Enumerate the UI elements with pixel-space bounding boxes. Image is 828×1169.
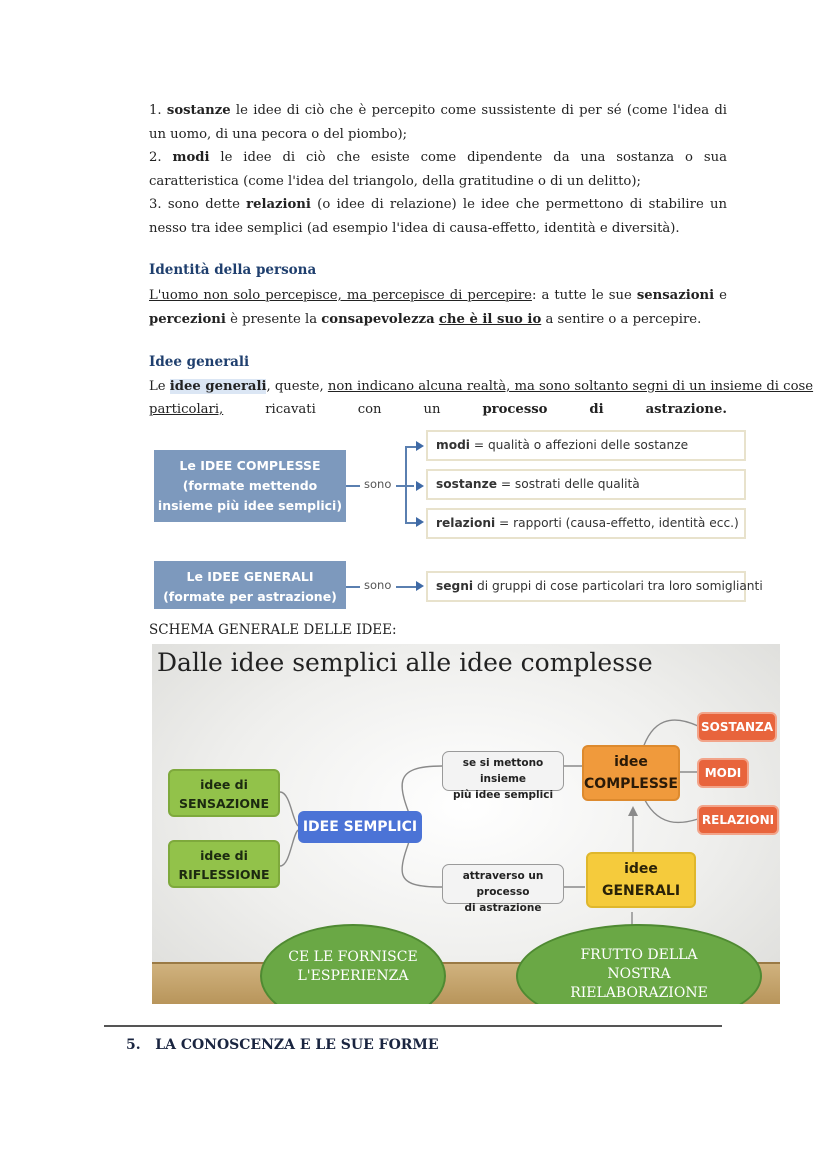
connector-bracket [405,446,407,523]
definition: = sostrati delle qualità [496,477,640,491]
term-modi: modi [172,150,210,165]
oval-line: NOSTRA [607,966,671,982]
text: Le [149,379,170,394]
node-line: attraverso un processo [462,870,544,898]
box-line: (formate mettendo [182,478,318,493]
bold-underlined-text: che è il suo io [438,311,542,327]
word: ricavati [265,402,316,417]
node-line: RIFLESSIONE [178,867,270,882]
schema-label: SCHEMA GENERALE DELLE IDEE: [149,622,397,638]
text: : a tutte le sue [531,288,637,303]
term-sostanze: sostanze [166,103,231,118]
mind-map-image [152,644,780,1004]
section-title: LA CONOSCENZA E LE SUE FORME [155,1037,439,1053]
node-processo-astrazione [442,864,564,914]
node-se-si-mettono-insieme [442,751,564,801]
box-line: Le IDEE GENERALI [186,569,314,584]
box-relazioni [426,508,746,539]
node-idee-sensazione [168,769,280,817]
generali-line2 [149,398,727,422]
item-text: le idee di ciò che esiste come dipendente da una sostanza o sua caratteristica (come l'idea del triangolo, della gratitudine o di un delitto); [149,150,727,189]
item-number: 1. [149,103,162,118]
word: astrazione. [645,402,727,417]
mind-map-title: Dalle idee semplici alle idee complesse [157,648,653,677]
box-segni [426,571,763,602]
arrow-icon [416,517,424,527]
box-line: insieme più idee semplici) [157,498,343,513]
oval-line: FRUTTO DELLA [580,947,698,963]
section-heading [126,1037,439,1053]
identita-paragraph [149,284,727,331]
bold-term: relazioni [436,516,496,530]
item-text: 3. sono dette [149,197,247,212]
oval-line: CE LE FORNISCE [288,949,418,965]
node-line: se si mettono insieme [462,757,544,785]
section-number: 5. [126,1037,141,1053]
word: un [423,402,441,417]
node-line: idee di [200,777,248,792]
arrow-icon [416,581,424,591]
bold-term: modi [436,438,470,452]
bold-term: sostanze [436,477,497,491]
term-relazioni: relazioni [246,197,311,212]
bold-text: percezioni [149,311,226,327]
text: a sentire o a percepire. [541,311,702,327]
node-idee-semplici: IDEE SEMPLICI [298,811,422,843]
node-line: COMPLESSE [584,776,678,792]
word: particolari, [149,402,224,417]
definition: di gruppi di cose particolari tra loro somiglianti [473,579,763,593]
box-line: Le IDEE COMPLESSE [179,458,321,473]
oval-line: RIELABORAZIONE [570,985,708,1001]
item-text: le idee di ciò che è percepito come sussistente di per sé (come l'idea di un uomo, di una pecora o del piombo); [149,103,727,142]
text: , queste, [266,379,328,394]
node-line: più idee semplici [452,789,554,801]
arrow-icon [416,441,424,451]
word: di [589,402,604,417]
node-idee-riflessione [168,840,280,888]
node-line: idee [614,754,648,770]
node-line: di astrazione [464,902,542,914]
node-line: GENERALI [601,883,681,899]
bold-term: segni [436,579,474,593]
node-relazioni: RELAZIONI [697,805,779,835]
node-modi: MODI [697,758,749,788]
connector-line [346,586,360,588]
sono-label: sono [364,578,392,592]
item-number: 2. [149,150,162,165]
node-sostanza: SOSTANZA [697,712,777,742]
connector-line [396,586,416,588]
heading-identita: Identità della persona [149,262,317,278]
box-idee-generali [154,561,346,609]
heading-idee-generali: Idee generali [149,354,250,370]
box-modi [426,430,746,461]
connector-line [346,485,360,487]
node-line: idee [624,861,658,877]
box-sostanze [426,469,746,500]
box-line: (formate per astrazione) [163,589,337,604]
bold-text: sensazioni [636,288,715,303]
underlined-text: L'uomo non solo percepisce, ma percepisce di percepire [149,288,532,303]
node-line: SENSAZIONE [178,796,270,811]
box-idee-complesse [154,450,346,522]
sono-label: sono [364,477,392,491]
word: con [357,402,382,417]
text: è presente la [225,311,322,327]
bold-text: consapevolezza [321,311,435,327]
oval-line: L'ESPERIENZA [297,968,409,984]
list-paragraph [149,99,727,240]
item-text: (o idee di relazione) le idee che permettono di stabilire un nesso tra idee semplici (ad esempio l'idea di causa-effetto, identità e diversità). [149,197,727,236]
node-line: idee di [200,848,248,863]
text: e [714,288,727,303]
node-idee-complesse [582,745,680,801]
generali-line1 [149,375,814,399]
section-divider [104,1025,722,1027]
arrow-icon [416,481,424,491]
definition: = qualità o affezioni delle sostanze [469,438,689,452]
node-idee-generali [586,852,696,908]
definition: = rapporti (causa-effetto, identità ecc.) [495,516,739,530]
word: processo [482,402,548,417]
underlined-text: non indicano alcuna realtà, ma sono soltanto segni di un insieme di cose [327,379,814,394]
highlighted-term: idee generali [169,379,267,394]
